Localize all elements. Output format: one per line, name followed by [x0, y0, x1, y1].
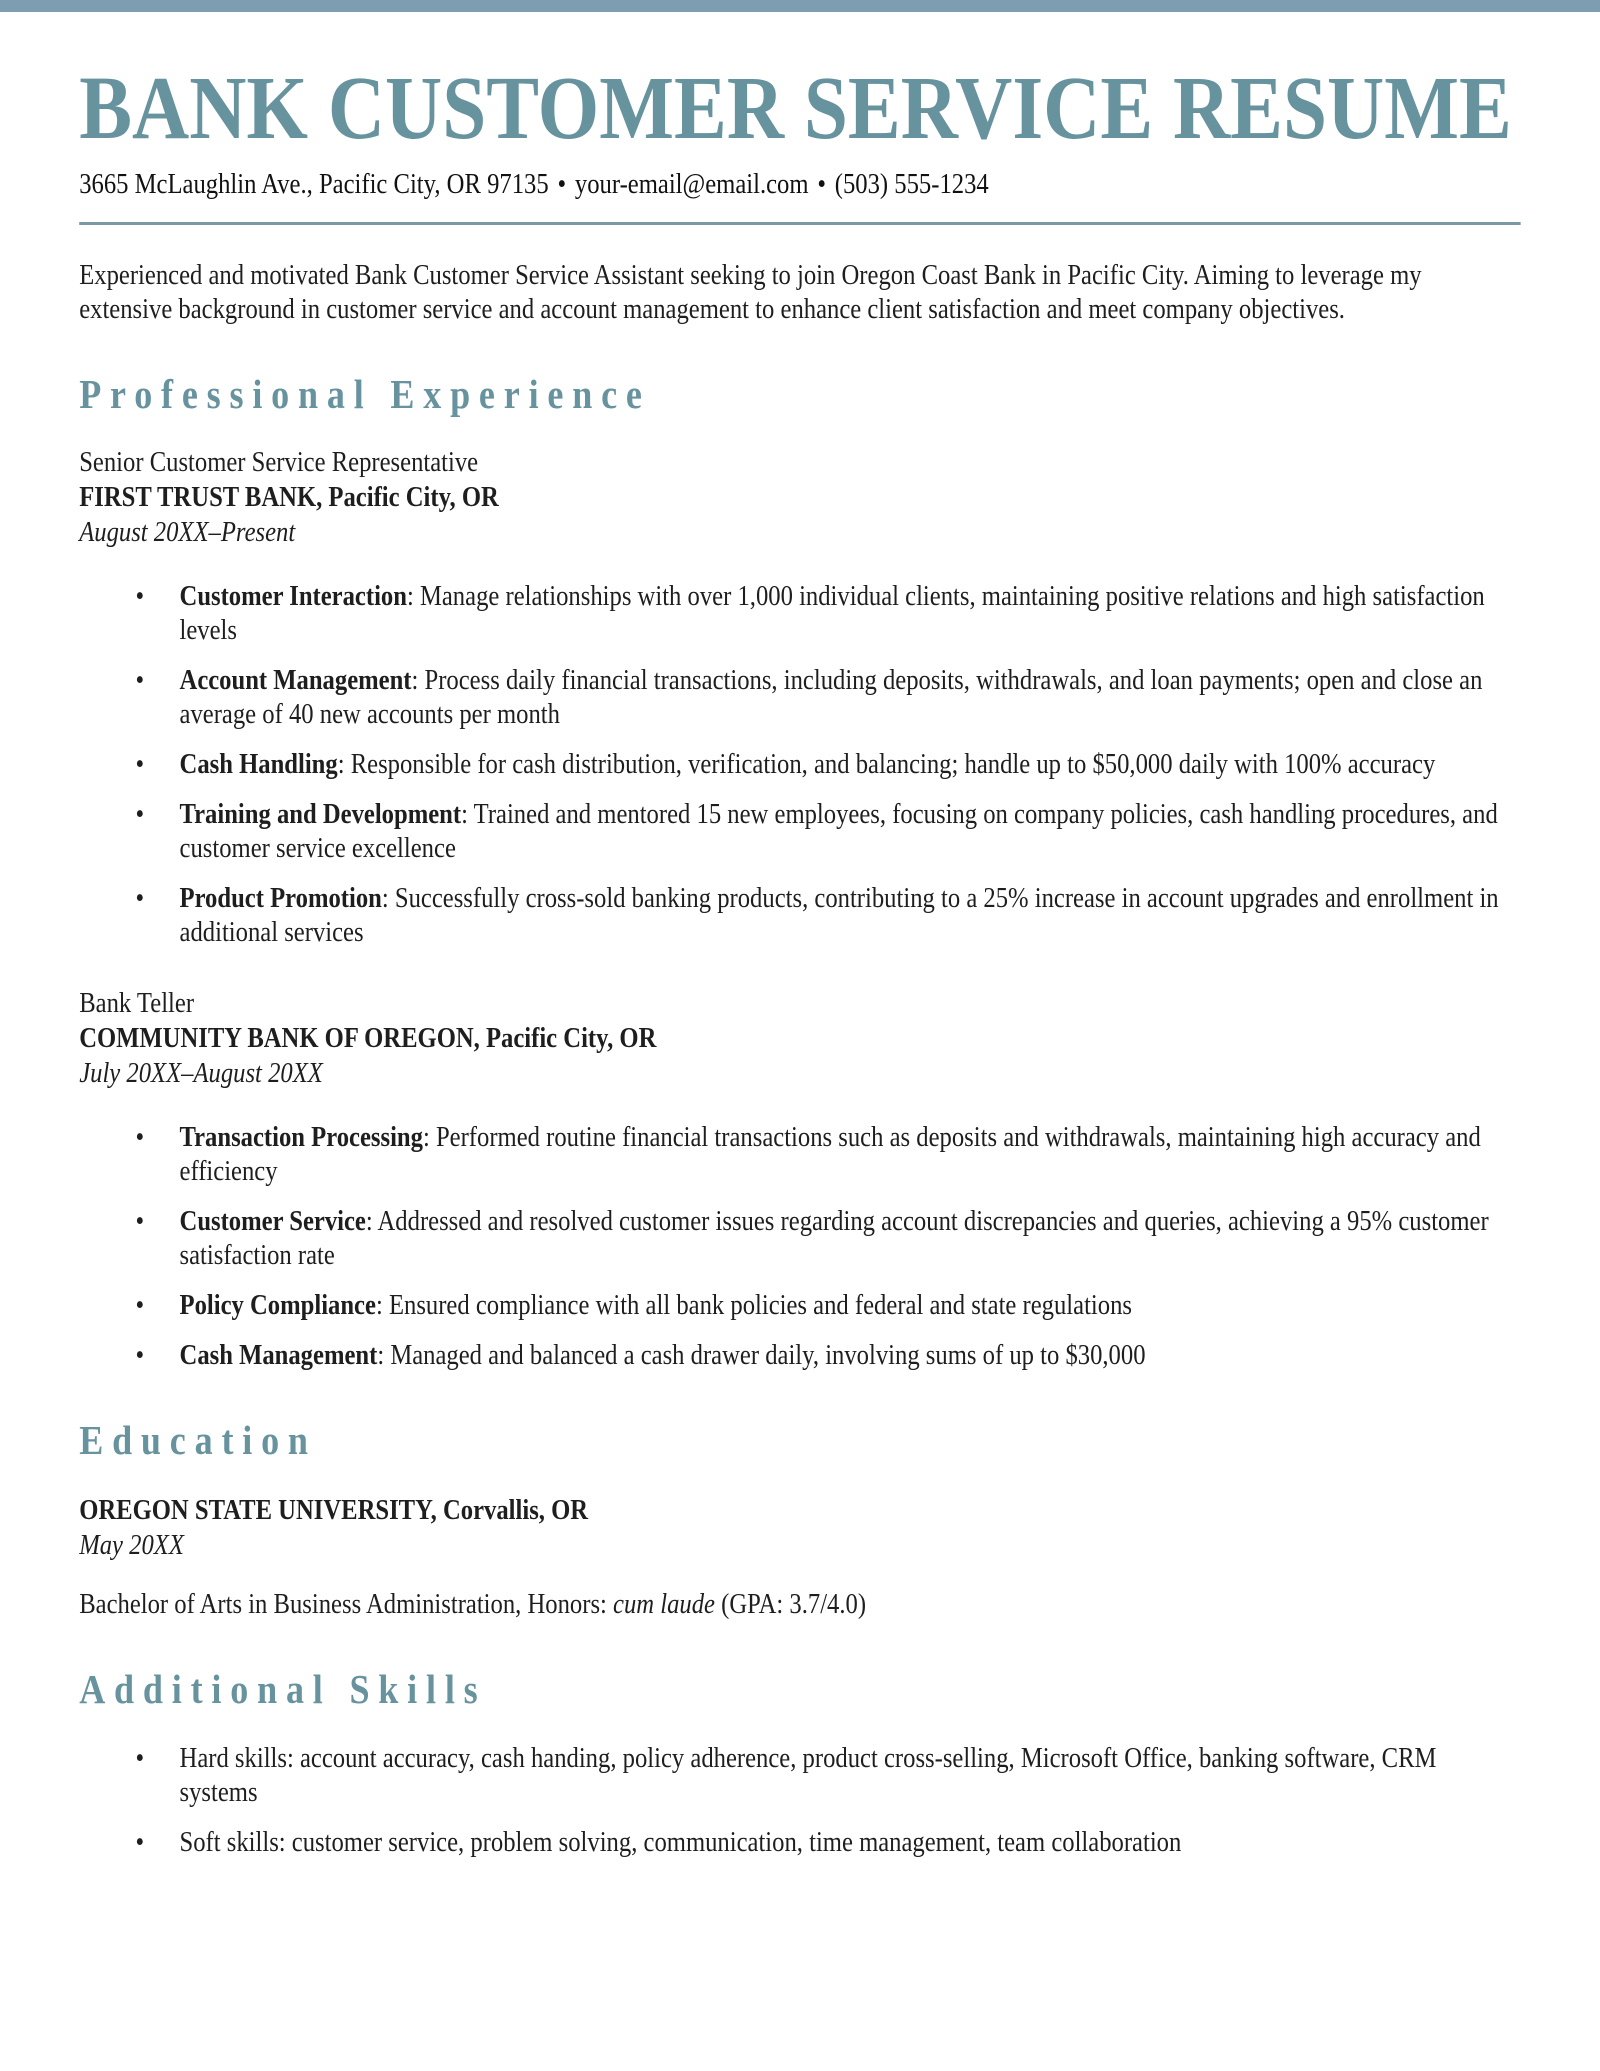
skills-heading: Additional Skills: [79, 1666, 487, 1712]
education-degree-gpa: (GPA: 3.7/4.0): [715, 1589, 867, 1620]
experience-bullet: [79, 1339, 1520, 1373]
bullet-text: : Performed routine financial transactions such as deposits and withdrawals, maintaining high accuracy and efficiency: [179, 1122, 1481, 1187]
skills-list: [79, 1742, 1520, 1860]
bullet-dot-icon: •: [135, 1122, 145, 1153]
bullet-text: : Successfully cross-sold banking products, contributing to a 25% increase in account upgrades and enrollment in additional services: [179, 883, 1499, 948]
bullet-term: Customer Service: [179, 1206, 366, 1237]
job-bullets: [79, 580, 1520, 950]
experience-bullet: [79, 664, 1520, 732]
header-divider: [79, 222, 1520, 225]
bullet-dot-icon: •: [135, 581, 145, 612]
jobs-list: [79, 445, 1520, 1373]
bullet-dot-icon: •: [135, 1206, 145, 1237]
top-accent-bar: [0, 0, 1600, 12]
bullet-dot-icon: •: [135, 883, 145, 914]
section-professional-experience: [79, 371, 1520, 1373]
bullet-dot-icon: •: [135, 1827, 145, 1858]
job-title: Bank Teller: [79, 988, 195, 1019]
contact-email: your-email@email.com: [574, 169, 809, 200]
experience-bullet: [79, 798, 1520, 866]
experience-bullet: [79, 580, 1520, 648]
bullet-term: Customer Interaction: [179, 581, 407, 612]
job-entry: [79, 986, 1520, 1373]
education-heading: Education: [79, 1417, 317, 1463]
experience-bullet: [79, 882, 1520, 950]
education-degree: [79, 1587, 1520, 1622]
bullet-term: Training and Development: [179, 799, 462, 830]
job-company: COMMUNITY BANK OF OREGON, Pacific City, OR: [79, 1023, 657, 1054]
education-degree-prefix: Bachelor of Arts in Business Administration, Honors:: [79, 1589, 614, 1620]
bullet-dot-icon: •: [135, 1340, 145, 1371]
contact-line: [79, 168, 1520, 202]
skill-bullet: [79, 1826, 1520, 1860]
bullet-term: Policy Compliance: [179, 1290, 376, 1321]
resume-page: [0, 59, 1600, 1860]
contact-address: 3665 McLaughlin Ave., Pacific City, OR 97135: [79, 169, 549, 200]
bullet-term: Cash Handling: [179, 749, 338, 780]
skill-text: Soft skills: customer service, problem solving, communication, time management, team collaboration: [179, 1827, 1182, 1858]
contact-separator-dot: •: [557, 169, 567, 200]
bullet-text: : Trained and mentored 15 new employees, focusing on company policies, cash handling procedures, and customer service excellence: [179, 799, 1498, 864]
job-bullets: [79, 1121, 1520, 1373]
bullet-term: Account Management: [179, 665, 412, 696]
skill-text: Hard skills: account accuracy, cash handing, policy adherence, product cross-selling, Microsoft Office, banking software, CRM systems: [179, 1743, 1437, 1808]
bullet-dot-icon: •: [135, 1743, 145, 1774]
summary-text: Experienced and motivated Bank Customer Service Assistant seeking to join Oregon Coast Bank in Pacific City. Aiming to leverage my extensive background in customer service and account management to enhance client satisfaction and meet company objectives.: [79, 260, 1422, 325]
bullet-term: Transaction Processing: [179, 1122, 423, 1153]
experience-bullet: [79, 748, 1520, 782]
job-title: Senior Customer Service Representative: [79, 447, 479, 478]
experience-bullet: [79, 1121, 1520, 1189]
job-dates: July 20XX–August 20XX: [79, 1058, 323, 1089]
bullet-dot-icon: •: [135, 665, 145, 696]
job-entry: [79, 445, 1520, 950]
education-degree-honors: cum laude: [613, 1589, 715, 1620]
bullet-text: : Responsible for cash distribution, verification, and balancing; handle up to $50,000 daily with 100% accuracy: [337, 749, 1436, 780]
bullet-text: : Addressed and resolved customer issues regarding account discrepancies and queries, achieving a 95% customer satisfaction rate: [179, 1206, 1489, 1271]
bullet-text: : Process daily financial transactions, including deposits, withdrawals, and loan payments; open and close an average of 40 new accounts per month: [179, 665, 1483, 730]
bullet-text: : Ensured compliance with all bank policies and federal and state regulations: [375, 1290, 1132, 1321]
experience-bullet: [79, 1289, 1520, 1323]
bullet-dot-icon: •: [135, 1290, 145, 1321]
job-dates: August 20XX–Present: [79, 517, 296, 548]
bullet-text: : Manage relationships with over 1,000 individual clients, maintaining positive relations and high satisfaction levels: [179, 581, 1485, 646]
skill-bullet: [79, 1742, 1520, 1810]
job-company: FIRST TRUST BANK, Pacific City, OR: [79, 482, 499, 513]
experience-heading: Professional Experience: [79, 371, 651, 417]
page-title: BANK CUSTOMER SERVICE RESUME: [79, 59, 1512, 158]
bullet-dot-icon: •: [135, 749, 145, 780]
experience-bullet: [79, 1205, 1520, 1273]
bullet-text: : Managed and balanced a cash drawer daily, involving sums of up to $30,000: [377, 1340, 1146, 1371]
bullet-term: Product Promotion: [179, 883, 382, 914]
section-education: [79, 1417, 1520, 1622]
contact-phone: (503) 555-1234: [834, 169, 989, 200]
bullet-term: Cash Management: [179, 1340, 378, 1371]
bullet-dot-icon: •: [135, 799, 145, 830]
education-date: May 20XX: [79, 1530, 184, 1561]
section-additional-skills: [79, 1666, 1520, 1860]
contact-separator-dot: •: [817, 169, 826, 200]
education-school: OREGON STATE UNIVERSITY, Corvallis, OR: [79, 1495, 589, 1526]
